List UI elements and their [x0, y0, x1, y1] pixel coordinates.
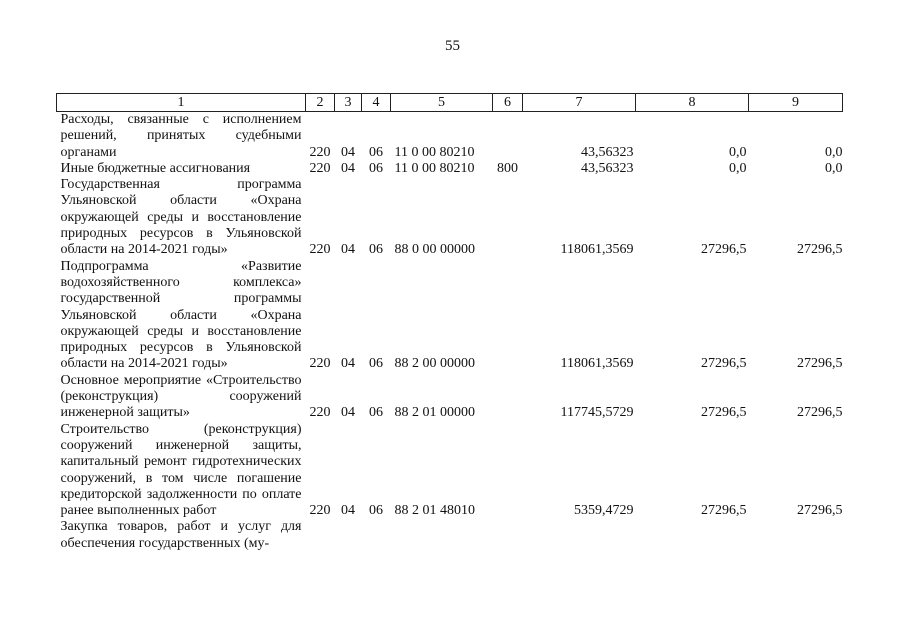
- row-vr: [493, 259, 523, 373]
- row-section: 04: [341, 242, 355, 258]
- row-value-7: 43,56323: [581, 144, 634, 160]
- row-name: Подпрограмма «Развитие водохозяйственного комплекса» государственной программы Ульяновской области «Охрана окружающей среды и восстановление природных ресурсов в Ульяновской области на 2014-2021 годы»: [60, 258, 302, 372]
- table-header: [57, 94, 843, 112]
- row-value-8: 27296,5: [701, 242, 747, 258]
- row-admin: [306, 519, 335, 552]
- row-name: Расходы, связанные с исполнением решений, принятых судебными органами: [60, 112, 302, 160]
- page-number: 55: [445, 38, 460, 54]
- row-value-8: 0,0: [729, 144, 747, 160]
- row-subsection: 06: [369, 503, 383, 519]
- header-cell-9: 9: [749, 94, 843, 112]
- row-csr: 11 0 00 80210: [394, 144, 475, 160]
- row-section: 04: [341, 160, 355, 176]
- row-csr: 88 2 01 48010: [394, 503, 475, 519]
- table-row: [57, 259, 843, 373]
- row-subsection: 06: [369, 160, 383, 176]
- row-value-7: 118061,3569: [560, 356, 634, 372]
- row-name: Строительство (реконструкция) сооружений инженерной защиты, капитальный ремонт гидротехнических сооружений, в том числе погашение кредиторской задолженности по оплате ранее выполненных работ: [60, 421, 302, 519]
- row-admin: 220: [309, 356, 331, 372]
- row-name: Основное мероприятие «Строительство (реконструкция) сооружений инженерной защиты»: [60, 372, 302, 421]
- row-value-9: 27296,5: [797, 405, 843, 421]
- row-value-8: 0,0: [729, 160, 747, 176]
- row-name: Закупка товаров, работ и услуг для обеспечения государственных (му-: [60, 519, 302, 551]
- row-vr: [493, 112, 523, 161]
- row-section: 04: [341, 356, 355, 372]
- row-value-9: 27296,5: [797, 242, 843, 258]
- row-value-7: [523, 519, 636, 552]
- row-admin: 220: [309, 405, 331, 421]
- header-cell-3: 3: [335, 94, 362, 112]
- row-subsection: 06: [369, 242, 383, 258]
- row-vr: 800: [497, 160, 518, 176]
- header-cell-6: 6: [493, 94, 523, 112]
- table-body: [57, 112, 843, 553]
- row-admin: 220: [309, 503, 331, 519]
- row-section: 04: [341, 144, 355, 160]
- row-section: 04: [341, 405, 355, 421]
- row-value-8: 27296,5: [701, 405, 747, 421]
- budget-table-container: [56, 93, 842, 552]
- budget-table: [56, 93, 843, 552]
- row-value-7: 5359,4729: [574, 503, 634, 519]
- table-row: [57, 422, 843, 520]
- row-value-7: 43,56323: [581, 160, 634, 176]
- row-vr: [493, 373, 523, 422]
- header-cell-1: 1: [57, 94, 306, 112]
- row-vr: [493, 422, 523, 520]
- row-csr: 88 2 00 00000: [394, 356, 475, 372]
- row-value-7: 118061,3569: [560, 242, 634, 258]
- row-subsection: 06: [369, 356, 383, 372]
- header-cell-2: 2: [306, 94, 335, 112]
- row-vr: [493, 177, 523, 258]
- table-row: [57, 161, 843, 177]
- row-admin: 220: [309, 160, 331, 176]
- table-row: [57, 112, 843, 161]
- row-admin: 220: [309, 242, 331, 258]
- row-vr: [493, 519, 523, 552]
- row-value-9: 27296,5: [797, 503, 843, 519]
- row-csr: 88 2 01 00000: [394, 405, 475, 421]
- table-row: [57, 519, 843, 552]
- row-value-9: [749, 519, 843, 552]
- row-subsection: 06: [369, 144, 383, 160]
- row-csr: 88 0 00 00000: [394, 242, 475, 258]
- row-value-8: 27296,5: [701, 356, 747, 372]
- row-value-9: 0,0: [825, 160, 843, 176]
- row-value-7: 117745,5729: [560, 405, 634, 421]
- header-cell-5: 5: [391, 94, 493, 112]
- row-csr: 11 0 00 80210: [394, 160, 475, 176]
- row-name: Государственная программа Ульяновской области «Охрана окружающей среды и восстановление природных ресурсов в Ульяновской области на 2014-2021 годы»: [60, 177, 302, 258]
- row-admin: 220: [309, 144, 331, 160]
- row-name: Иные бюджетные ассигнования: [60, 160, 251, 176]
- row-section: [335, 519, 362, 552]
- header-row: [57, 94, 843, 112]
- row-value-8: [636, 519, 749, 552]
- header-cell-4: 4: [362, 94, 391, 112]
- header-cell-7: 7: [523, 94, 636, 112]
- row-value-9: 27296,5: [797, 356, 843, 372]
- row-value-8: 27296,5: [701, 503, 747, 519]
- row-subsection: 06: [369, 405, 383, 421]
- row-value-9: 0,0: [825, 144, 843, 160]
- table-row: [57, 177, 843, 258]
- row-subsection: [362, 519, 391, 552]
- header-cell-8: 8: [636, 94, 749, 112]
- row-csr: [391, 519, 493, 552]
- table-row: [57, 373, 843, 422]
- row-section: 04: [341, 503, 355, 519]
